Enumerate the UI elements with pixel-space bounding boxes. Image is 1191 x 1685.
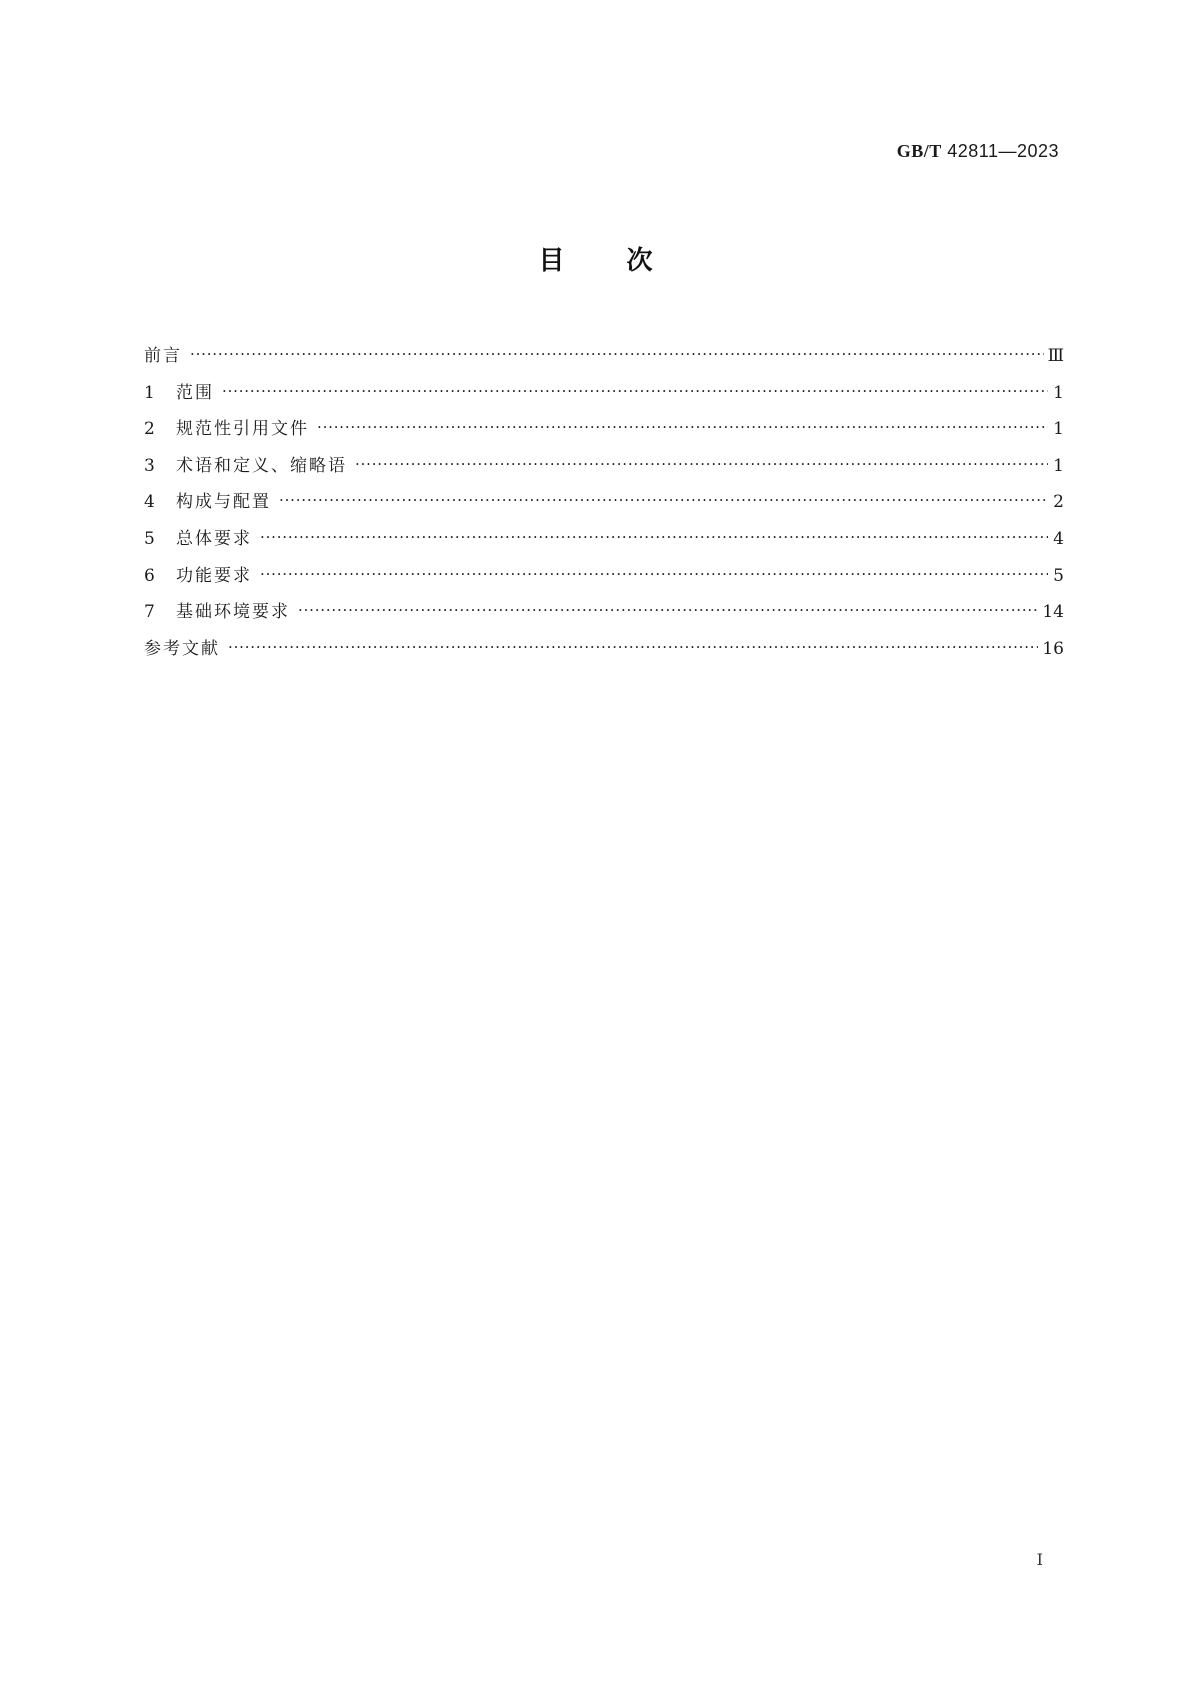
standard-prefix: GB/T — [896, 141, 942, 161]
toc-entry-page: 1 — [1053, 419, 1064, 440]
toc-leader-dots — [298, 600, 1038, 617]
toc-leader-dots — [355, 454, 1048, 471]
toc-entry-4[interactable] — [144, 487, 1064, 524]
toc-leader-dots — [222, 381, 1048, 398]
toc-entry-label: 规范性引用文件 — [176, 419, 309, 440]
toc-leader-dots — [228, 637, 1038, 654]
toc-entry-label: 前言 — [144, 346, 182, 366]
toc-leader-dots — [260, 564, 1048, 581]
toc-entry-6[interactable] — [144, 561, 1064, 598]
toc-entry-page: 5 — [1053, 565, 1064, 586]
toc-entry-label: 范围 — [176, 382, 214, 403]
toc-entry-page: 4 — [1053, 528, 1064, 549]
toc-entry-3[interactable] — [144, 451, 1064, 488]
toc-entry-5[interactable] — [144, 524, 1064, 561]
toc-entry-number: 5 — [144, 528, 155, 549]
toc-entry-2[interactable] — [144, 414, 1064, 451]
toc-entry-number: 7 — [144, 602, 155, 623]
toc-list — [144, 341, 1064, 670]
toc-leader-dots — [190, 344, 1044, 361]
toc-entry-number: 6 — [144, 565, 155, 586]
toc-entry-number: 1 — [144, 382, 155, 403]
toc-leader-dots — [260, 527, 1048, 544]
toc-entry-foreword[interactable] — [144, 341, 1064, 378]
toc-leader-dots — [317, 417, 1048, 434]
toc-entry-page: 1 — [1053, 455, 1064, 476]
toc-entry-page: Ⅲ — [1047, 346, 1064, 366]
toc-entry-number: 2 — [144, 419, 155, 440]
toc-entry-label: 参考文献 — [144, 638, 220, 659]
toc-entry-bibliography[interactable] — [144, 634, 1064, 671]
toc-leader-dots — [279, 490, 1048, 507]
toc-entry-page: 16 — [1042, 638, 1064, 659]
toc-entry-label: 术语和定义、缩略语 — [176, 455, 347, 476]
toc-entry-label: 构成与配置 — [176, 492, 271, 513]
toc-entry-1[interactable] — [144, 378, 1064, 415]
standard-code: 42811—2023 — [947, 141, 1059, 161]
page-number: Ⅰ — [1036, 1550, 1043, 1569]
toc-entry-7[interactable] — [144, 597, 1064, 634]
toc-entry-number: 3 — [144, 455, 155, 476]
toc-entry-label: 基础环境要求 — [176, 602, 290, 623]
toc-title: 目次 — [538, 246, 715, 276]
toc-entry-page: 2 — [1053, 492, 1064, 513]
toc-entry-number: 4 — [144, 492, 155, 513]
toc-entry-label: 功能要求 — [176, 565, 252, 586]
toc-entry-page: 14 — [1042, 602, 1064, 623]
toc-entry-label: 总体要求 — [176, 528, 252, 549]
toc-entry-page: 1 — [1053, 382, 1064, 403]
standard-number — [897, 141, 1059, 162]
